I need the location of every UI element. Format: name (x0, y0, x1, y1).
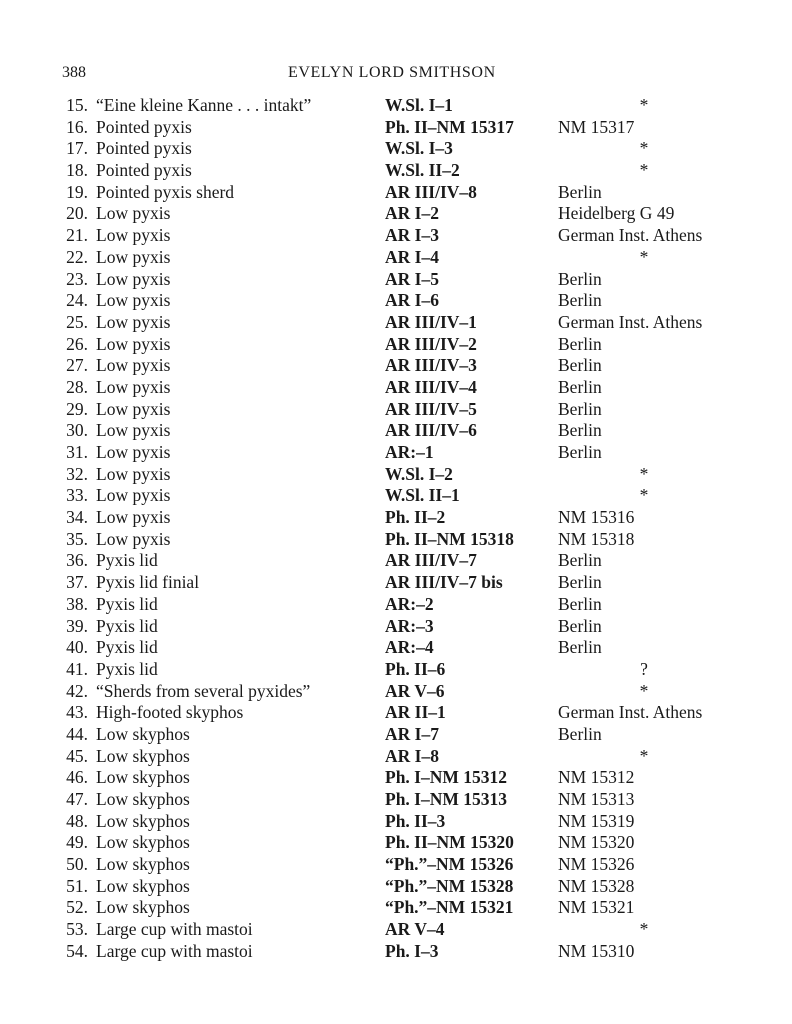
entry-reference: AR V–4 (385, 919, 445, 940)
entry-location: Berlin (558, 637, 602, 658)
entry-location: NM 15310 (558, 940, 635, 961)
catalogue-entry (0, 312, 792, 334)
catalogue-entry (0, 919, 792, 941)
catalogue-entry (0, 464, 792, 486)
entry-location: NM 15320 (558, 832, 635, 853)
catalogue-entry (0, 117, 792, 139)
entry-reference: AR I–6 (385, 290, 439, 311)
catalogue-entry (0, 724, 792, 746)
entry-location: NM 15326 (558, 854, 635, 875)
entry-reference: AR:–4 (385, 637, 434, 658)
entry-description: Low pyxis (96, 376, 171, 397)
entry-number: 20. (66, 203, 88, 224)
entry-number: 25. (66, 311, 88, 332)
entry-description: Pyxis lid (96, 593, 158, 614)
entry-description: Low pyxis (96, 485, 171, 506)
entry-description: Low skyphos (96, 832, 190, 853)
catalogue-entry (0, 616, 792, 638)
entry-location: Berlin (558, 181, 602, 202)
entry-description: High-footed skyphos (96, 702, 244, 723)
catalogue-entry (0, 637, 792, 659)
entry-description: Pyxis lid (96, 550, 158, 571)
entry-location: NM 15313 (558, 789, 635, 809)
catalogue-entry (0, 767, 792, 789)
entry-reference: Ph. II–NM 15317 (385, 116, 514, 137)
catalogue-entry (0, 442, 792, 464)
entry-location: Berlin (558, 615, 602, 636)
entry-location: NM 15317 (558, 116, 635, 137)
entry-number: 42. (66, 680, 88, 701)
entry-number: 45. (66, 745, 88, 766)
entry-location: Berlin (558, 355, 602, 376)
entry-description: Low skyphos (96, 810, 190, 831)
entry-number: 26. (66, 333, 88, 354)
entry-description: Pyxis lid (96, 637, 158, 658)
entry-location: Berlin (558, 333, 602, 354)
catalogue-entry (0, 182, 792, 204)
entry-description: Pointed pyxis sherd (96, 181, 235, 202)
entry-number: 27. (66, 355, 88, 376)
catalogue-entry (0, 702, 792, 724)
entry-location: Berlin (558, 376, 602, 397)
entry-reference: AR I–4 (385, 246, 439, 267)
entry-description: Low pyxis (96, 398, 171, 419)
entry-location: * (639, 95, 649, 115)
entry-location: * (639, 160, 649, 181)
catalogue-entry (0, 594, 792, 616)
entry-description: Large cup with mastoi (96, 919, 253, 940)
entry-number: 17. (66, 138, 88, 159)
entry-reference: “Ph.”–NM 15328 (385, 875, 514, 896)
entry-location: NM 15328 (558, 875, 635, 896)
entry-description: Low pyxis (96, 311, 171, 332)
catalogue-entry (0, 138, 792, 160)
entry-reference: AR III/IV–1 (385, 311, 477, 332)
catalogue-list (0, 95, 792, 963)
entry-description: Low pyxis (96, 268, 171, 289)
entry-reference: Ph. II–2 (385, 507, 446, 528)
catalogue-entry (0, 203, 792, 225)
entry-location: NM 15319 (558, 810, 635, 831)
entry-reference: W.Sl. I–1 (385, 95, 453, 115)
entry-description: Low pyxis (96, 528, 171, 549)
entry-location: Berlin (558, 723, 602, 744)
entry-reference: W.Sl. I–3 (385, 138, 453, 159)
entry-reference: AR I–3 (385, 225, 439, 246)
entry-description: Low pyxis (96, 420, 171, 441)
entry-number: 32. (66, 463, 88, 484)
entry-reference: Ph. II–3 (385, 810, 446, 831)
entry-description: Low skyphos (96, 875, 190, 896)
entry-description: Low pyxis (96, 463, 171, 484)
catalogue-entry (0, 355, 792, 377)
entry-reference: AR I–8 (385, 745, 439, 766)
entry-description: Low skyphos (96, 897, 190, 918)
entry-description: Low skyphos (96, 767, 190, 788)
entry-location: Berlin (558, 268, 602, 289)
entry-description: Low skyphos (96, 745, 190, 766)
entry-reference: Ph. I–3 (385, 940, 439, 961)
entry-location: NM 15316 (558, 507, 635, 528)
entry-number: 44. (66, 723, 88, 744)
entry-location: * (639, 485, 649, 506)
entry-number: 51. (66, 875, 88, 896)
entry-location: NM 15321 (558, 897, 635, 918)
catalogue-entry (0, 334, 792, 356)
catalogue-entry (0, 572, 792, 594)
entry-number: 52. (66, 897, 88, 918)
catalogue-entry (0, 832, 792, 854)
entry-reference: AR III/IV–3 (385, 355, 477, 376)
entry-reference: W.Sl. I–2 (385, 463, 453, 484)
entry-description: Low pyxis (96, 290, 171, 311)
entry-number: 46. (66, 767, 88, 788)
entry-number: 49. (66, 832, 88, 853)
entry-location: Berlin (558, 420, 602, 441)
catalogue-entry (0, 269, 792, 291)
entry-description: Low pyxis (96, 355, 171, 376)
entry-description: Low pyxis (96, 333, 171, 354)
catalogue-entry (0, 941, 792, 963)
entry-location: * (639, 463, 649, 484)
catalogue-entry (0, 485, 792, 507)
entry-location: Berlin (558, 442, 602, 462)
catalogue-entry (0, 811, 792, 833)
entry-description: Pointed pyxis (96, 138, 192, 159)
entry-reference: Ph. II–NM 15318 (385, 528, 514, 549)
entry-location: Berlin (558, 593, 602, 614)
running-head: EVELYN LORD SMITHSON (288, 64, 496, 81)
entry-reference: AR V–6 (385, 680, 445, 701)
entry-location: Berlin (558, 398, 602, 419)
entry-reference: AR III/IV–4 (385, 376, 477, 397)
entry-description: Pointed pyxis (96, 160, 192, 181)
entry-reference: “Ph.”–NM 15326 (385, 854, 514, 875)
entry-description: “Sherds from several pyxides” (96, 680, 311, 701)
catalogue-entry (0, 399, 792, 421)
entry-number: 34. (66, 507, 88, 528)
entry-description: “Eine kleine Kanne . . . intakt” (96, 95, 312, 115)
entry-number: 47. (66, 789, 88, 809)
entry-number: 30. (66, 420, 88, 441)
entry-number: 36. (66, 550, 88, 571)
entry-number: 43. (66, 702, 88, 723)
catalogue-entry (0, 420, 792, 442)
entry-number: 19. (66, 181, 88, 202)
entry-reference: AR I–7 (385, 723, 439, 744)
entry-number: 39. (66, 615, 88, 636)
catalogue-entry (0, 507, 792, 529)
entry-number: 21. (66, 225, 88, 246)
entry-reference: W.Sl. II–1 (385, 485, 460, 506)
catalogue-entry (0, 897, 792, 919)
entry-reference: AR III/IV–5 (385, 398, 477, 419)
entry-number: 18. (66, 160, 88, 181)
entry-number: 31. (66, 442, 88, 462)
entry-number: 24. (66, 290, 88, 311)
entry-location: * (639, 680, 649, 701)
entry-location: Berlin (558, 572, 602, 593)
entry-reference: Ph. II–6 (385, 658, 446, 679)
entry-reference: AR III/IV–6 (385, 420, 477, 441)
entry-reference: AR I–2 (385, 203, 439, 224)
entry-location: Heidelberg G 49 (558, 203, 675, 224)
entry-location: German Inst. Athens (558, 225, 703, 246)
entry-number: 40. (66, 637, 88, 658)
catalogue-entry (0, 659, 792, 681)
entry-description: Low skyphos (96, 723, 190, 744)
entry-description: Pyxis lid (96, 658, 158, 679)
entry-number: 33. (66, 485, 88, 506)
entry-reference: AR III/IV–8 (385, 181, 477, 202)
entry-description: Pointed pyxis (96, 116, 192, 137)
catalogue-entry (0, 854, 792, 876)
entry-location: German Inst. Athens (558, 702, 703, 723)
entry-reference: AR I–5 (385, 268, 439, 289)
entry-reference: AR:–2 (385, 593, 434, 614)
entry-reference: AR III/IV–2 (385, 333, 477, 354)
catalogue-entry (0, 789, 792, 811)
entry-reference: AR:–3 (385, 615, 434, 636)
catalogue-entry (0, 876, 792, 898)
catalogue-entry (0, 247, 792, 269)
entry-location: Berlin (558, 550, 602, 571)
entry-number: 53. (66, 919, 88, 940)
entry-number: 54. (66, 940, 88, 961)
catalogue-entry (0, 95, 792, 117)
entry-description: Low skyphos (96, 789, 190, 809)
entry-description: Pyxis lid (96, 615, 158, 636)
catalogue-entry (0, 550, 792, 572)
page-number: 388 (62, 64, 86, 81)
entry-location: NM 15312 (558, 767, 635, 788)
entry-number: 28. (66, 376, 88, 397)
entry-number: 41. (66, 658, 88, 679)
entry-number: 37. (66, 572, 88, 593)
entry-number: 50. (66, 854, 88, 875)
catalogue-entry (0, 225, 792, 247)
entry-location: * (639, 246, 649, 267)
catalogue-entry (0, 290, 792, 312)
entry-reference: AR III/IV–7 bis (385, 572, 503, 593)
entry-location: German Inst. Athens (558, 311, 703, 332)
catalogue-entry (0, 746, 792, 768)
entry-location: * (639, 919, 649, 940)
entry-number: 15. (66, 95, 88, 115)
entry-reference: Ph. I–NM 15312 (385, 767, 508, 788)
catalogue-entry (0, 681, 792, 703)
entry-location: * (639, 138, 649, 159)
entry-number: 22. (66, 246, 88, 267)
catalogue-entry (0, 529, 792, 551)
entry-number: 35. (66, 528, 88, 549)
entry-reference: AR III/IV–7 (385, 550, 477, 571)
entry-reference: “Ph.”–NM 15321 (385, 897, 514, 918)
entry-description: Pyxis lid finial (96, 572, 200, 593)
entry-description: Low pyxis (96, 507, 171, 528)
entry-reference: Ph. I–NM 15313 (385, 789, 508, 809)
entry-location: NM 15318 (558, 528, 635, 549)
entry-description: Large cup with mastoi (96, 940, 253, 961)
entry-number: 29. (66, 398, 88, 419)
entry-description: Low pyxis (96, 225, 171, 246)
entry-description: Low skyphos (96, 854, 190, 875)
entry-description: Low pyxis (96, 203, 171, 224)
entry-number: 38. (66, 593, 88, 614)
catalogue-entry (0, 377, 792, 399)
entry-description: Low pyxis (96, 442, 171, 462)
entry-description: Low pyxis (96, 246, 171, 267)
entry-reference: AR II–1 (385, 702, 446, 723)
entry-reference: Ph. II–NM 15320 (385, 832, 514, 853)
entry-number: 23. (66, 268, 88, 289)
entry-reference: AR:–1 (385, 442, 434, 462)
entry-location: * (639, 745, 649, 766)
entry-reference: W.Sl. II–2 (385, 160, 460, 181)
catalogue-entry (0, 160, 792, 182)
entry-location: ? (640, 658, 648, 679)
entry-location: Berlin (558, 290, 602, 311)
entry-number: 48. (66, 810, 88, 831)
entry-number: 16. (66, 116, 88, 137)
